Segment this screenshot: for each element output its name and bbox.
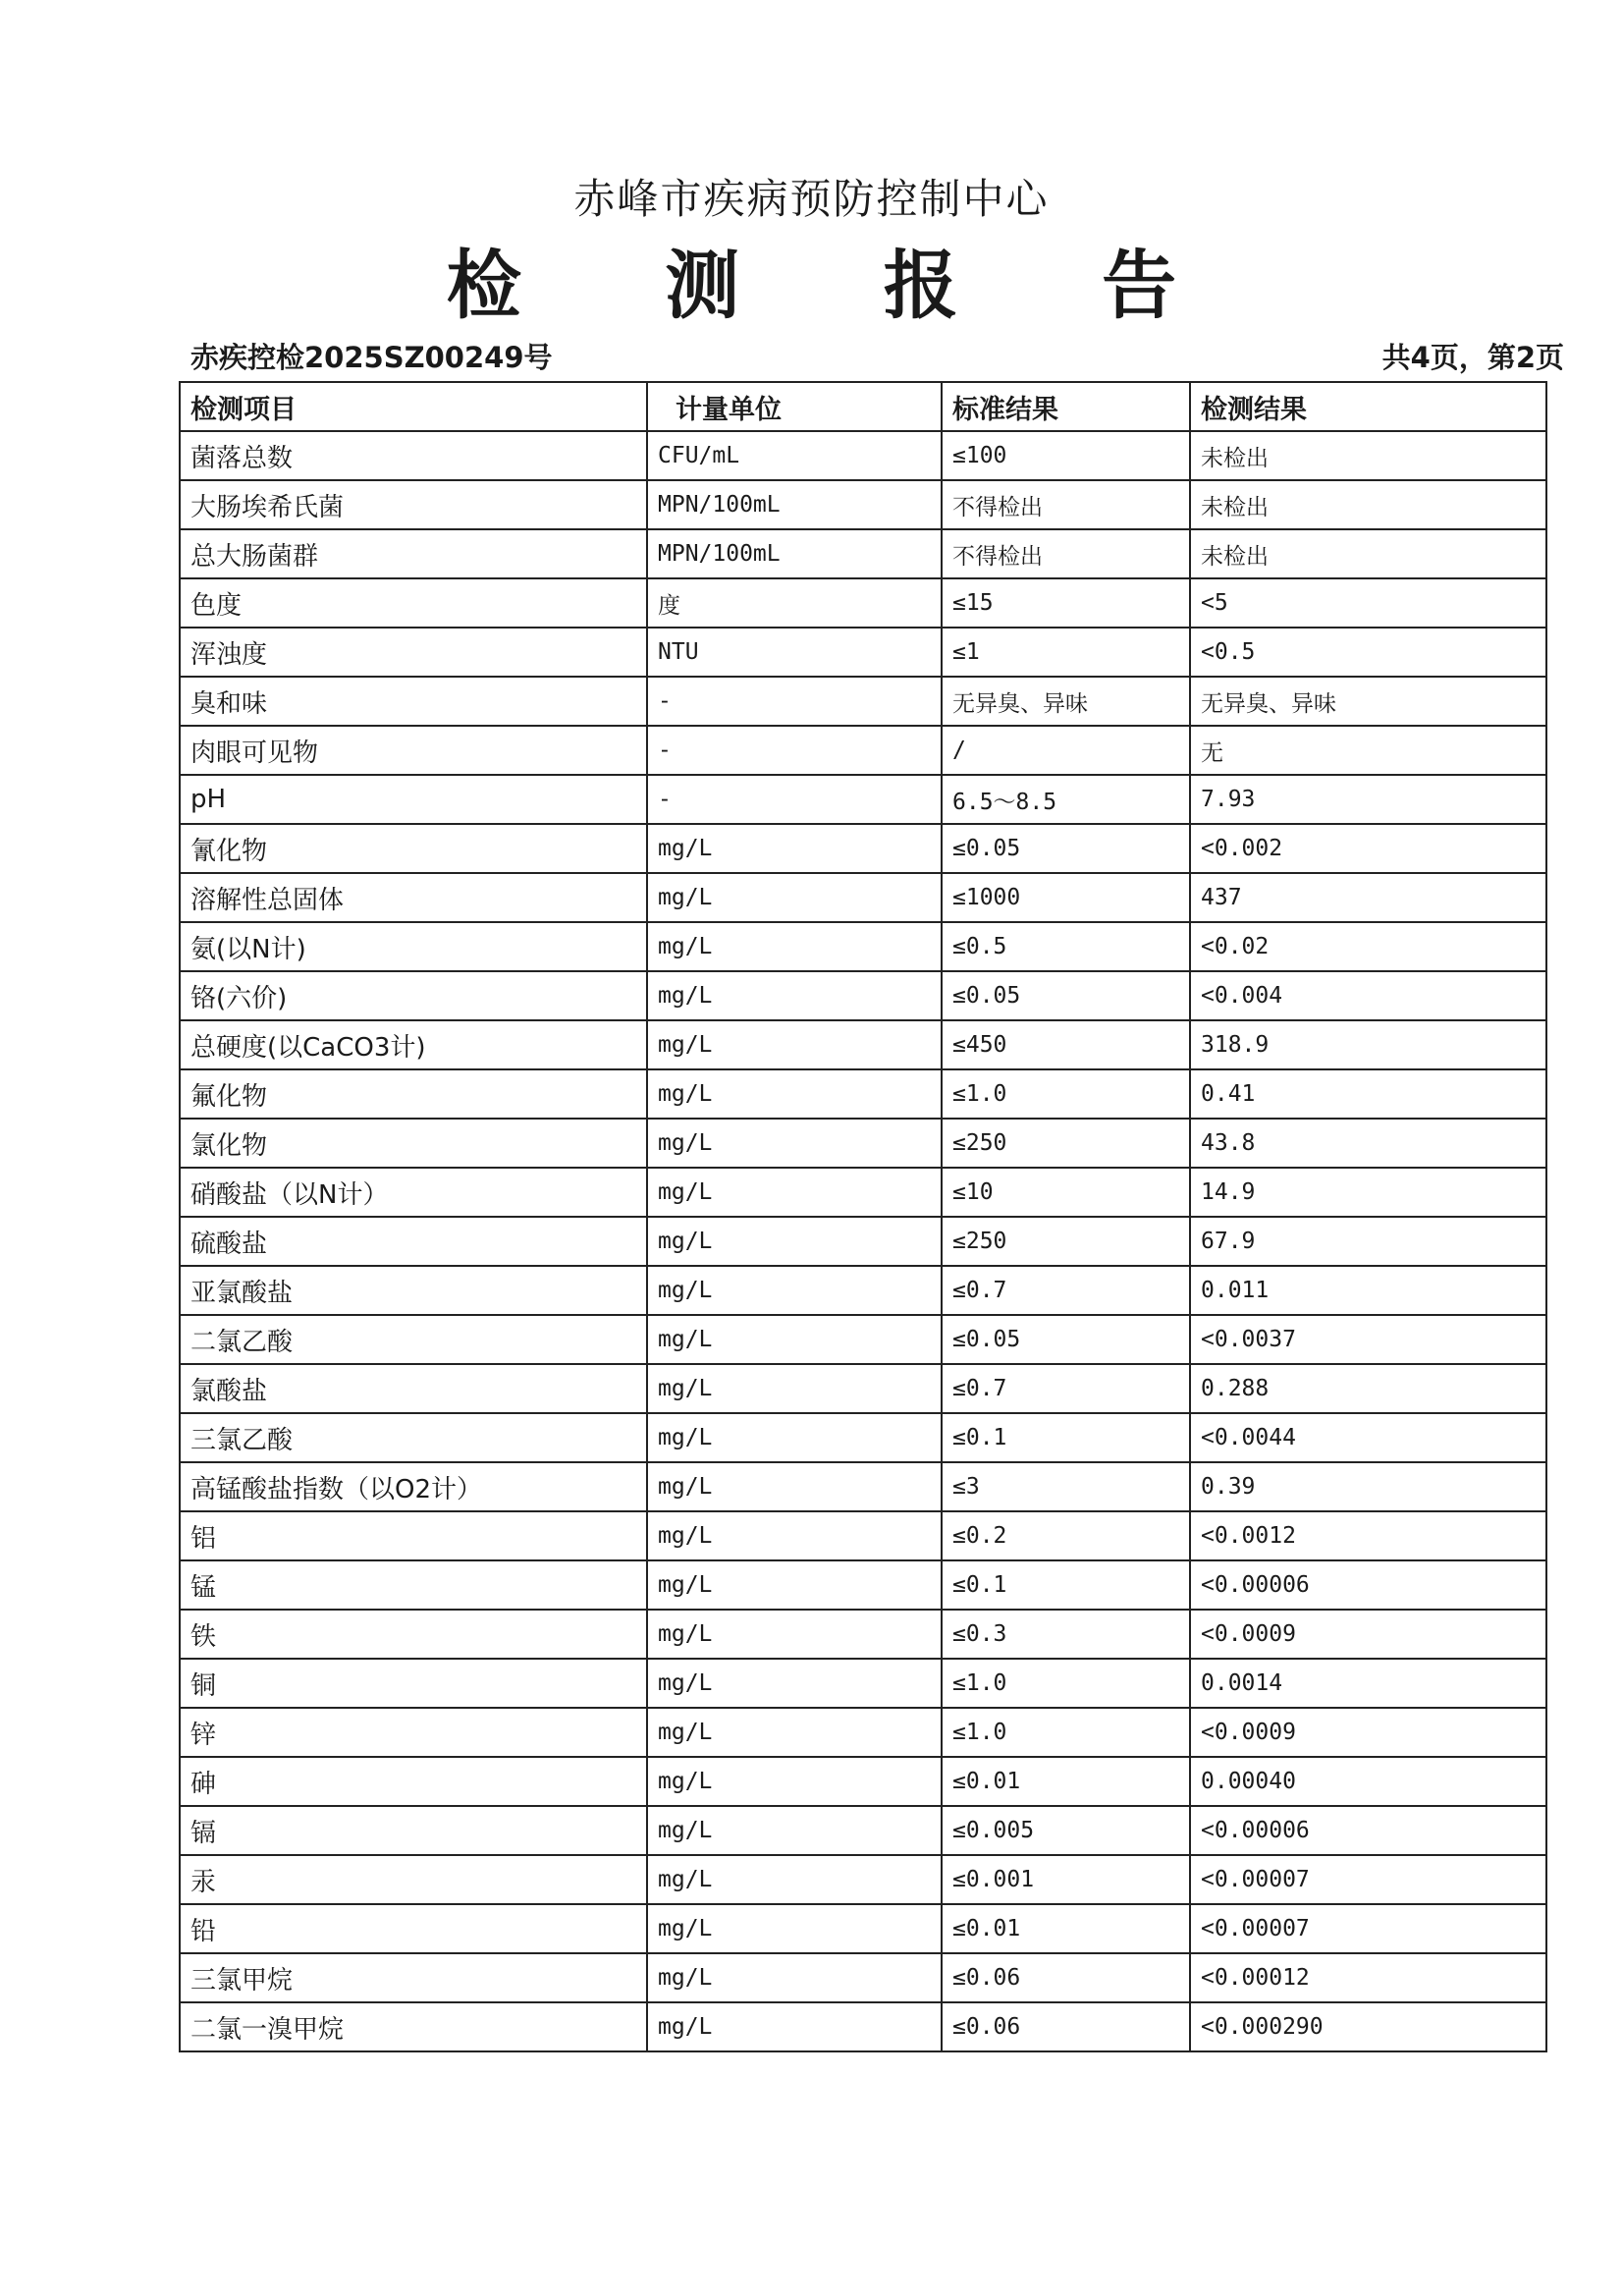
standard-cell: ≤0.5: [942, 922, 1190, 971]
standard-cell: 不得检出: [942, 529, 1190, 578]
table-row: [180, 1119, 1546, 1168]
item-name: 氯酸盐: [180, 1364, 647, 1413]
unit-cell: mg/L: [647, 1610, 942, 1659]
standard-cell: ≤1.0: [942, 1708, 1190, 1757]
standard-cell: 不得检出: [942, 480, 1190, 529]
unit-cell: 度: [647, 578, 942, 628]
unit-cell: mg/L: [647, 922, 942, 971]
table-row: [180, 971, 1546, 1020]
result-cell: <0.0009: [1190, 1708, 1546, 1757]
result-cell: <0.004: [1190, 971, 1546, 1020]
standard-cell: ≤1: [942, 628, 1190, 677]
item-name: 总硬度(以CaCO3计): [180, 1020, 647, 1069]
table-row: [180, 1560, 1546, 1610]
result-cell: 14.9: [1190, 1168, 1546, 1217]
result-cell: <0.0012: [1190, 1511, 1546, 1560]
result-cell: <0.00007: [1190, 1904, 1546, 1953]
result-cell: 0.41: [1190, 1069, 1546, 1119]
unit-cell: mg/L: [647, 1168, 942, 1217]
table-row: [180, 1217, 1546, 1266]
item-name: 臭和味: [180, 677, 647, 726]
unit-cell: mg/L: [647, 1806, 942, 1855]
result-cell: <0.002: [1190, 824, 1546, 873]
unit-cell: mg/L: [647, 1413, 942, 1462]
unit-cell: mg/L: [647, 1462, 942, 1511]
standard-cell: ≤0.01: [942, 1904, 1190, 1953]
table-row: [180, 1757, 1546, 1806]
unit-cell: mg/L: [647, 1855, 942, 1904]
unit-cell: mg/L: [647, 1560, 942, 1610]
item-name: 硫酸盐: [180, 1217, 647, 1266]
table-row: [180, 2002, 1546, 2051]
result-cell: <0.00006: [1190, 1806, 1546, 1855]
standard-cell: ≤0.2: [942, 1511, 1190, 1560]
item-name: 铬(六价): [180, 971, 647, 1020]
item-name: 硝酸盐（以N计）: [180, 1168, 647, 1217]
result-cell: 未检出: [1190, 529, 1546, 578]
standard-cell: ≤3: [942, 1462, 1190, 1511]
standard-cell: ≤0.05: [942, 971, 1190, 1020]
item-name: 砷: [180, 1757, 647, 1806]
result-cell: 0.00040: [1190, 1757, 1546, 1806]
column-header-unit: 计量单位: [647, 382, 942, 431]
item-name: 铅: [180, 1904, 647, 1953]
table-row: [180, 1953, 1546, 2002]
item-name: 氨(以N计): [180, 922, 647, 971]
standard-cell: /: [942, 726, 1190, 775]
table-row: [180, 480, 1546, 529]
item-name: 二氯乙酸: [180, 1315, 647, 1364]
unit-cell: mg/L: [647, 873, 942, 922]
standard-cell: ≤250: [942, 1217, 1190, 1266]
standard-cell: ≤0.06: [942, 1953, 1190, 2002]
standard-cell: ≤250: [942, 1119, 1190, 1168]
result-cell: 0.39: [1190, 1462, 1546, 1511]
table-row: [180, 1855, 1546, 1904]
standard-cell: ≤100: [942, 431, 1190, 480]
item-name: pH: [180, 775, 647, 824]
table-row: [180, 1806, 1546, 1855]
unit-cell: mg/L: [647, 1119, 942, 1168]
result-cell: <0.00012: [1190, 1953, 1546, 2002]
unit-cell: mg/L: [647, 1511, 942, 1560]
table-row: [180, 1364, 1546, 1413]
standard-cell: ≤1000: [942, 873, 1190, 922]
item-name: 肉眼可见物: [180, 726, 647, 775]
result-cell: 43.8: [1190, 1119, 1546, 1168]
result-cell: 无: [1190, 726, 1546, 775]
item-name: 氰化物: [180, 824, 647, 873]
unit-cell: CFU/mL: [647, 431, 942, 480]
unit-cell: mg/L: [647, 971, 942, 1020]
item-name: 色度: [180, 578, 647, 628]
unit-cell: mg/L: [647, 1953, 942, 2002]
item-name: 汞: [180, 1855, 647, 1904]
item-name: 铁: [180, 1610, 647, 1659]
table-row: [180, 1069, 1546, 1119]
standard-cell: ≤0.001: [942, 1855, 1190, 1904]
standard-cell: ≤0.7: [942, 1266, 1190, 1315]
table-row: [180, 1511, 1546, 1560]
standard-cell: ≤450: [942, 1020, 1190, 1069]
table-row: [180, 824, 1546, 873]
unit-cell: -: [647, 775, 942, 824]
standard-cell: 无异臭、异味: [942, 677, 1190, 726]
item-name: 溶解性总固体: [180, 873, 647, 922]
result-cell: <0.0044: [1190, 1413, 1546, 1462]
item-name: 总大肠菌群: [180, 529, 647, 578]
item-name: 高锰酸盐指数（以O2计）: [180, 1462, 647, 1511]
table-header-row: [180, 382, 1546, 431]
unit-cell: mg/L: [647, 2002, 942, 2051]
item-name: 三氯甲烷: [180, 1953, 647, 2002]
result-cell: <0.00007: [1190, 1855, 1546, 1904]
standard-cell: ≤0.06: [942, 2002, 1190, 2051]
result-cell: 未检出: [1190, 480, 1546, 529]
unit-cell: mg/L: [647, 1266, 942, 1315]
table-row: [180, 1610, 1546, 1659]
unit-cell: mg/L: [647, 1708, 942, 1757]
unit-cell: mg/L: [647, 1020, 942, 1069]
unit-cell: mg/L: [647, 1659, 942, 1708]
unit-cell: -: [647, 726, 942, 775]
table-row: [180, 529, 1546, 578]
standard-cell: ≤0.1: [942, 1413, 1190, 1462]
column-header-item: 检测项目: [180, 382, 647, 431]
item-name: 大肠埃希氏菌: [180, 480, 647, 529]
table-row: [180, 677, 1546, 726]
table-row: [180, 873, 1546, 922]
table-row: [180, 628, 1546, 677]
table-row: [180, 1708, 1546, 1757]
unit-cell: MPN/100mL: [647, 480, 942, 529]
item-name: 亚氯酸盐: [180, 1266, 647, 1315]
standard-cell: ≤1.0: [942, 1659, 1190, 1708]
standard-cell: ≤0.1: [942, 1560, 1190, 1610]
standard-cell: ≤10: [942, 1168, 1190, 1217]
item-name: 锌: [180, 1708, 647, 1757]
item-name: 镉: [180, 1806, 647, 1855]
table-row: [180, 578, 1546, 628]
result-cell: <0.0009: [1190, 1610, 1546, 1659]
item-name: 铜: [180, 1659, 647, 1708]
unit-cell: mg/L: [647, 1757, 942, 1806]
page-info: 共4页，第2页: [1381, 341, 1564, 374]
item-name: 铝: [180, 1511, 647, 1560]
column-header-result: 检测结果: [1190, 382, 1546, 431]
table-row: [180, 1315, 1546, 1364]
table-row: [180, 775, 1546, 824]
item-name: 氟化物: [180, 1069, 647, 1119]
result-cell: 7.93: [1190, 775, 1546, 824]
table-row: [180, 431, 1546, 480]
table-row: [180, 1266, 1546, 1315]
table-row: [180, 1413, 1546, 1462]
unit-cell: mg/L: [647, 1217, 942, 1266]
unit-cell: mg/L: [647, 1364, 942, 1413]
column-header-standard: 标准结果: [942, 382, 1190, 431]
item-name: 锰: [180, 1560, 647, 1610]
item-name: 三氯乙酸: [180, 1413, 647, 1462]
result-cell: 0.0014: [1190, 1659, 1546, 1708]
unit-cell: mg/L: [647, 824, 942, 873]
standard-cell: 6.5～8.5: [942, 775, 1190, 824]
unit-cell: mg/L: [647, 1904, 942, 1953]
standard-cell: ≤15: [942, 578, 1190, 628]
result-cell: <5: [1190, 578, 1546, 628]
unit-cell: NTU: [647, 628, 942, 677]
result-cell: 437: [1190, 873, 1546, 922]
table-row: [180, 1020, 1546, 1069]
result-cell: 0.011: [1190, 1266, 1546, 1315]
standard-cell: ≤0.005: [942, 1806, 1190, 1855]
result-cell: <0.5: [1190, 628, 1546, 677]
item-name: 二氯一溴甲烷: [180, 2002, 647, 2051]
table-row: [180, 726, 1546, 775]
table-row: [180, 1659, 1546, 1708]
item-name: 氯化物: [180, 1119, 647, 1168]
table-row: [180, 1168, 1546, 1217]
table-row: [180, 1462, 1546, 1511]
result-cell: 0.288: [1190, 1364, 1546, 1413]
unit-cell: mg/L: [647, 1069, 942, 1119]
unit-cell: MPN/100mL: [647, 529, 942, 578]
item-name: 菌落总数: [180, 431, 647, 480]
unit-cell: -: [647, 677, 942, 726]
table-row: [180, 922, 1546, 971]
result-cell: 无异臭、异味: [1190, 677, 1546, 726]
standard-cell: ≤0.01: [942, 1757, 1190, 1806]
result-cell: 未检出: [1190, 431, 1546, 480]
result-cell: <0.000290: [1190, 2002, 1546, 2051]
item-name: 浑浊度: [180, 628, 647, 677]
standard-cell: ≤0.7: [942, 1364, 1190, 1413]
unit-cell: mg/L: [647, 1315, 942, 1364]
result-cell: <0.00006: [1190, 1560, 1546, 1610]
result-cell: 318.9: [1190, 1020, 1546, 1069]
standard-cell: ≤0.3: [942, 1610, 1190, 1659]
report-number: 赤疾控检2025SZ00249号: [190, 341, 553, 374]
result-cell: <0.02: [1190, 922, 1546, 971]
table-row: [180, 1904, 1546, 1953]
standard-cell: ≤0.05: [942, 1315, 1190, 1364]
result-cell: <0.0037: [1190, 1315, 1546, 1364]
standard-cell: ≤1.0: [942, 1069, 1190, 1119]
results-table: [179, 381, 1547, 2052]
standard-cell: ≤0.05: [942, 824, 1190, 873]
result-cell: 67.9: [1190, 1217, 1546, 1266]
report-title: 检 测 报 告: [446, 242, 1236, 329]
organization-name: 赤峰市疾病预防控制中心: [573, 175, 1050, 223]
